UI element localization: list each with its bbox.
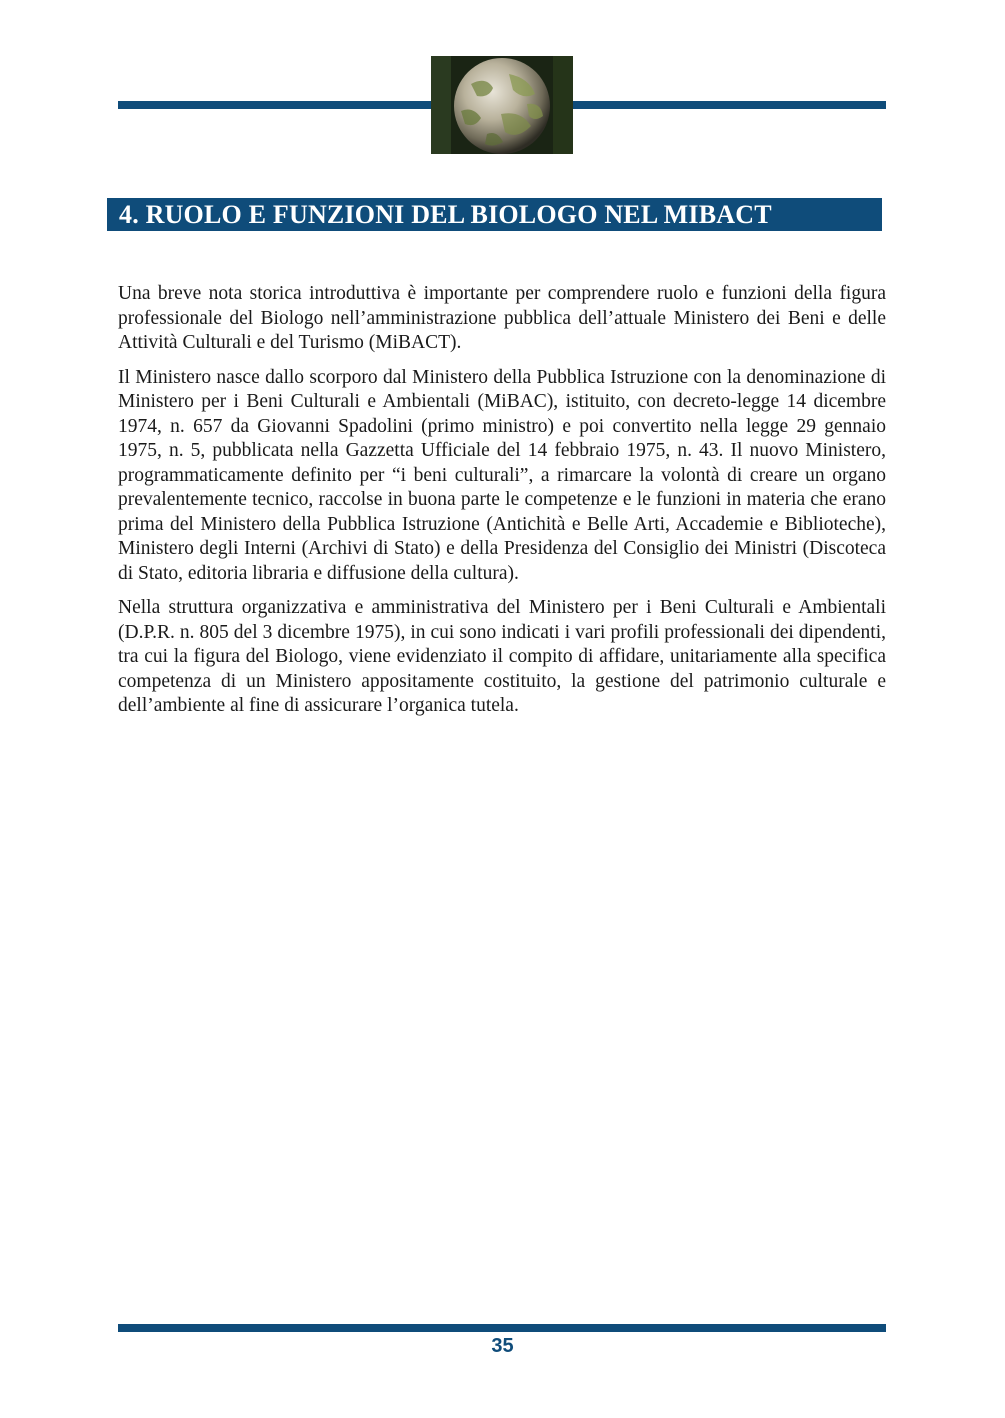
section-title: 4. RUOLO E FUNZIONI DEL BIOLOGO NEL MIBACT (107, 198, 882, 231)
footer-rule (118, 1324, 886, 1332)
body-text (118, 282, 886, 729)
paragraph-2: Il Ministero nasce dallo scorporo dal Ministero della Pubblica Istruzione con la denominazione di Ministero per i Beni Culturali e Ambientali (MiBAC), istituito, con decreto-legge 14 dicembre 1974, n. 657 da Giovanni Spadolini (primo ministro) e poi convertito nella legge 29 gennaio 1975, n. 5, pubblicata nella Gazzetta Ufficiale del 14 febbraio 1975, n. 43. Il nuovo Ministero, programmaticamente definito per “i beni culturali”, a rimarcare la volontà di creare un organo prevalentemente tecnico, raccolse in buona parte le competenze e le funzioni in materia che erano prima del Ministero della Pubblica Istruzione (Antichità e Belle Arti, Accademie e Biblioteche), Ministero degli Interni (Archivi di Stato) e della Presidenza del Consiglio dei Ministri (Discoteca di Stato, editoria libraria e diffusione della cultura). (118, 366, 886, 584)
page-number: 35 (491, 1335, 514, 1357)
moss-sphere-photo (431, 56, 573, 154)
moss-sphere-image (431, 56, 573, 154)
paragraph-3: Nella struttura organizzativa e amministrativa del Ministero per i Beni Culturali e Ambientali (D.P.R. n. 805 del 3 dicembre 1975), in cui sono indicati i vari profili professionali dei dipendenti, tra cui la figura del Biologo, viene evidenziato il compito di affidare, unitariamente alla specifica competenza di un Ministero appositamente costituito, la gestione del patrimonio culturale e dell’ambiente al fine di assicurare l’organica tutela. (118, 597, 886, 716)
paragraph-1: Una breve nota storica introduttiva è importante per comprendere ruolo e funzioni della figura professionale del Biologo nell’amministrazione pubblica dell’attuale Ministero dei Beni e delle Attività Culturali e del Turismo (MiBACT). (118, 283, 886, 353)
